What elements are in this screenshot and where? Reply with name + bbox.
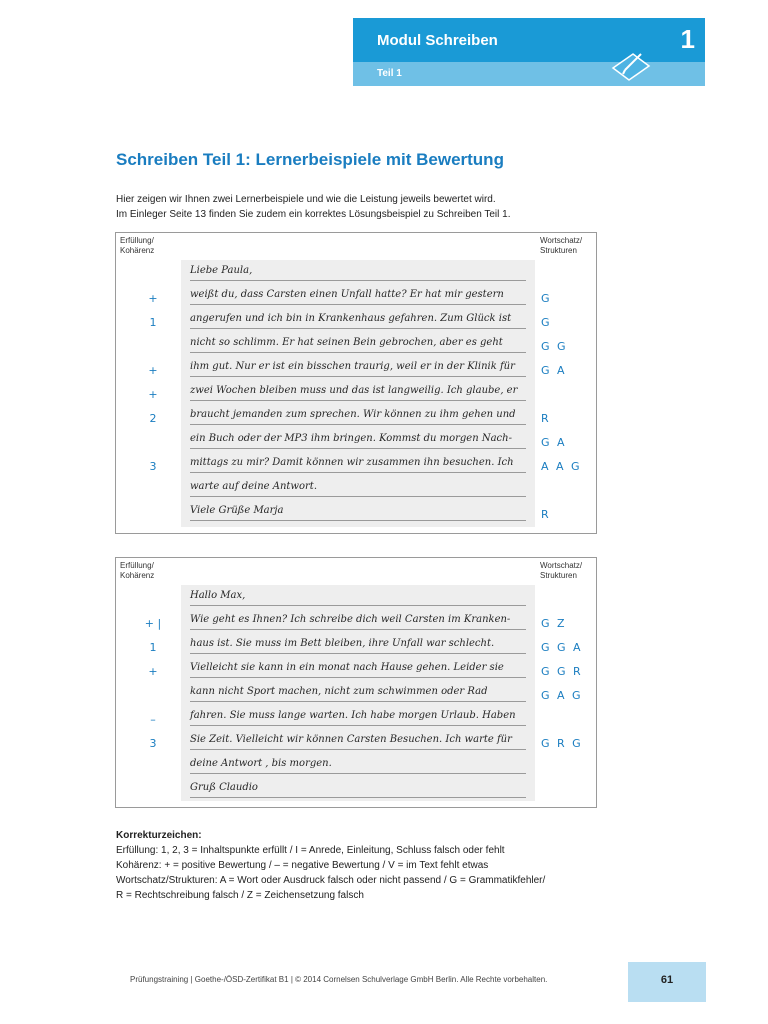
vocabulary-mark: G xyxy=(541,316,552,329)
vocabulary-mark: G A G xyxy=(541,689,583,702)
module-subheader-bar xyxy=(353,62,705,86)
handwritten-line: Gruß Claudio xyxy=(190,778,526,798)
module-header xyxy=(353,18,705,86)
handwritten-line: weißt du, dass Carsten einen Unfall hatte? Er hat mir gestern xyxy=(190,285,526,305)
legend-line: R = Rechtschreibung falsch / Z = Zeichensetzung falsch xyxy=(116,890,364,901)
fulfillment-mark: + xyxy=(148,364,158,377)
module-title: Modul Schreiben xyxy=(377,32,498,49)
page-number: 61 xyxy=(660,974,674,986)
module-subtitle: Teil 1 xyxy=(377,68,402,79)
handwritten-line: Viele Grüße Marja xyxy=(190,501,526,521)
handwritten-line: nicht so schlimm. Er hat seinen Bein gebrochen, aber es geht xyxy=(190,333,526,353)
handwritten-line: ein Buch oder der MP3 ihm bringen. Kommst du morgen Nach- xyxy=(190,429,526,449)
vocabulary-mark: G G R xyxy=(541,665,583,678)
handwritten-line: braucht jemanden zum sprechen. Wir können zu ihm gehen und xyxy=(190,405,526,425)
handwritten-line: haus ist. Sie muss im Bett bleiben, ihre Unfall war schlecht. xyxy=(190,634,526,654)
fulfillment-mark: 3 xyxy=(149,460,157,473)
legend-line: Kohärenz: + = positive Bewertung / – = negative Bewertung / V = im Text fehlt etwas xyxy=(116,860,489,871)
fulfillment-mark: 1 xyxy=(149,641,157,654)
handwritten-line: fahren. Sie muss lange warten. Ich habe morgen Urlaub. Haben xyxy=(190,706,526,726)
fulfillment-mark: + xyxy=(148,388,158,401)
handwritten-line: Vielleicht sie kann in ein monat nach Hause gehen. Leider sie xyxy=(190,658,526,678)
fulfillment-mark: – xyxy=(150,713,156,726)
page-number-box xyxy=(628,962,706,1002)
vocabulary-mark: G A xyxy=(541,436,567,449)
handwritten-line: zwei Wochen bleiben muss und das ist langweilig. Ich glaube, er xyxy=(190,381,526,401)
writing-pen-icon xyxy=(611,48,651,82)
correction-legend xyxy=(116,828,676,903)
handwritten-line: deine Antwort , bis morgen. xyxy=(190,754,526,774)
column-header-fulfillment: Erfüllung/ Kohärenz xyxy=(120,561,155,580)
page-title: Schreiben Teil 1: Lernerbeispiele mit Bewertung xyxy=(116,150,504,169)
handwritten-line: Sie Zeit. Vielleicht wir können Carsten Besuchen. Ich warte für xyxy=(190,730,526,750)
handwritten-line: ihm gut. Nur er ist ein bisschen traurig, weil er in der Klinik für xyxy=(190,357,526,377)
vocabulary-mark: G Z xyxy=(541,617,567,630)
legend-title: Korrekturzeichen: xyxy=(116,830,202,841)
fulfillment-mark: + | xyxy=(144,617,162,630)
vocabulary-mark: G xyxy=(541,292,552,305)
handwritten-line: Wie geht es Ihnen? Ich schreibe dich weil Carsten im Kranken- xyxy=(190,610,526,630)
learner-sample-1 xyxy=(115,232,597,534)
intro-line: Im Einleger Seite 13 finden Sie zudem ein korrektes Lösungsbeispiel zu Schreiben Teil 1. xyxy=(116,209,511,220)
column-header-vocabulary: Wortschatz/ Strukturen xyxy=(540,561,583,580)
column-header-fulfillment: Erfüllung/ Kohärenz xyxy=(120,236,155,255)
vocabulary-mark: G R G xyxy=(541,737,583,750)
handwritten-line: angerufen und ich bin in Krankenhaus gefahren. Zum Glück ist xyxy=(190,309,526,329)
vocabulary-mark: A A G xyxy=(541,460,582,473)
legend-line: Erfüllung: 1, 2, 3 = Inhaltspunkte erfüllt / I = Anrede, Einleitung, Schluss falsch oder fehlt xyxy=(116,845,505,856)
intro-line: Hier zeigen wir Ihnen zwei Lernerbeispiele und wie die Leistung jeweils bewertet wird. xyxy=(116,194,496,205)
page-footer: Prüfungstraining | Goethe-/ÖSD-Zertifikat B1 | © 2014 Cornelsen Schulverlage GmbH Berlin. Alle Rechte vorbehalten. xyxy=(130,975,548,984)
legend-line: Wortschatz/Strukturen: A = Wort oder Ausdruck falsch oder nicht passend / G = Grammatikfehler/ xyxy=(116,875,546,886)
vocabulary-mark: G A xyxy=(541,364,567,377)
handwritten-line: warte auf deine Antwort. xyxy=(190,477,526,497)
intro-text xyxy=(116,192,636,222)
vocabulary-mark: G G A xyxy=(541,641,583,654)
handwritten-line: kann nicht Sport machen, nicht zum schwimmen oder Rad xyxy=(190,682,526,702)
vocabulary-mark: G G xyxy=(541,340,568,353)
vocabulary-mark: R xyxy=(541,412,551,425)
fulfillment-mark: + xyxy=(148,292,158,305)
column-header-vocabulary: Wortschatz/ Strukturen xyxy=(540,236,583,255)
module-header-bar xyxy=(353,18,705,62)
handwritten-line: Liebe Paula, xyxy=(190,261,526,281)
fulfillment-mark: 3 xyxy=(149,737,157,750)
handwritten-line: Hallo Max, xyxy=(190,586,526,606)
handwritten-line: mittags zu mir? Damit können wir zusammen ihn besuchen. Ich xyxy=(190,453,526,473)
fulfillment-mark: + xyxy=(148,665,158,678)
module-number: 1 xyxy=(680,24,695,54)
fulfillment-mark: 2 xyxy=(149,412,157,425)
fulfillment-mark: 1 xyxy=(149,316,157,329)
vocabulary-mark: R xyxy=(541,508,551,521)
learner-sample-2 xyxy=(115,557,597,808)
